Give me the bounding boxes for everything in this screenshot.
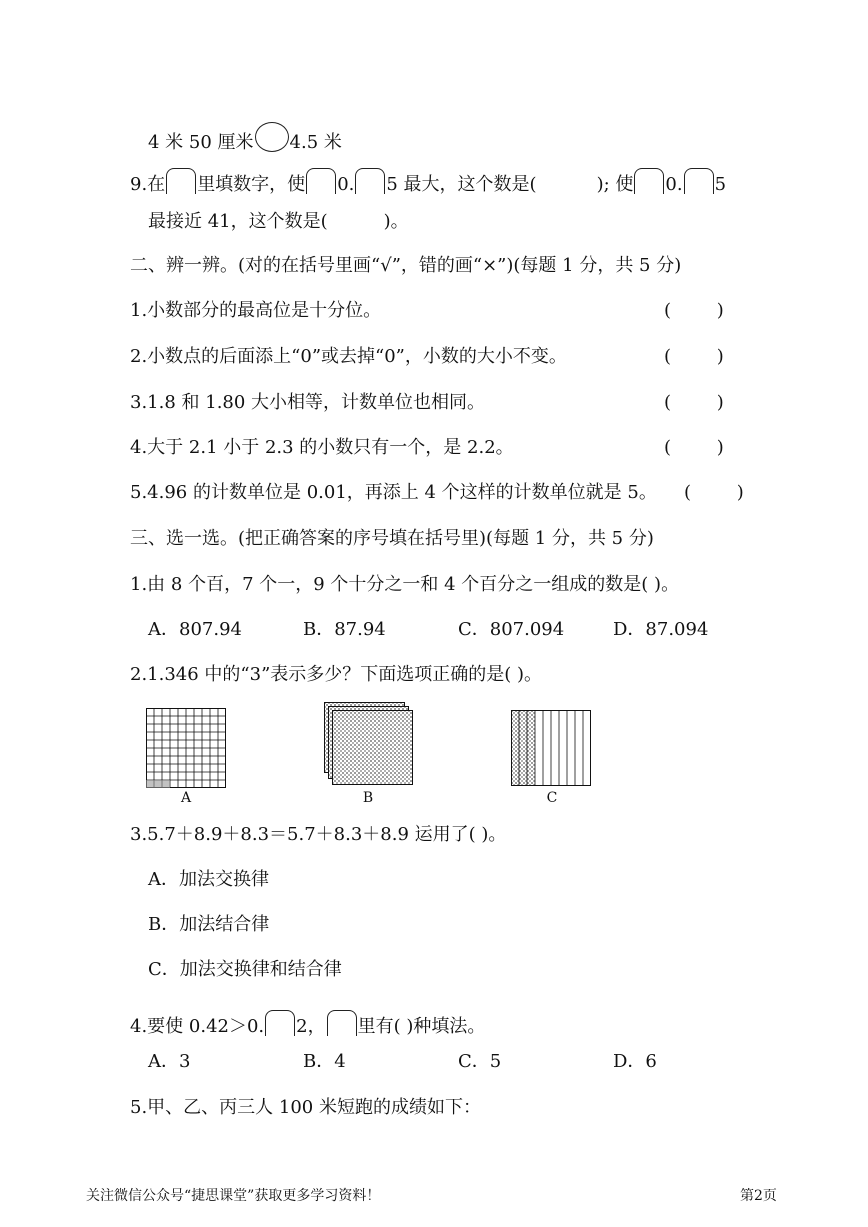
q9-text-2: 里填数字，使 <box>197 174 306 195</box>
answer-box[interactable] <box>306 168 336 194</box>
q4-text-2: 2， <box>296 1016 326 1037</box>
figure-a-label: A <box>180 790 192 806</box>
q8-left-value: 4 米 50 厘米 <box>148 132 254 153</box>
answer-paren-1[interactable]: ( ) <box>664 300 724 321</box>
judge-item-2: 2.小数点的后面添上“0”或去掉“0”，小数的大小不变。 <box>130 346 567 367</box>
q3-option-b[interactable]: B．加法结合律 <box>148 914 270 935</box>
q3-option-c[interactable]: C．加法交换律和结合律 <box>148 959 342 980</box>
q4-option-d[interactable]: D．6 <box>613 1051 657 1072</box>
judge-item-5: 5.4.96 的计数单位是 0.01，再添上 4 个这样的计数单位就是 5。 <box>130 482 657 503</box>
q4-option-c[interactable]: C．5 <box>458 1051 502 1072</box>
page-number: 第2页 <box>740 1188 777 1204</box>
choice-q1: 1.由 8 个百，7 个一，9 个十分之一和 4 个百分之一组成的数是( )。 <box>130 574 680 595</box>
q9-text-1: 9.在 <box>130 174 166 195</box>
answer-paren-2[interactable]: ( ) <box>664 346 724 367</box>
q8-comparison <box>148 122 342 155</box>
q9-text-5: ); 使 <box>596 174 634 195</box>
answer-box[interactable] <box>166 168 196 194</box>
q1-option-a[interactable]: A．807.94 <box>148 619 242 640</box>
section3-heading: 三、选一选。(把正确答案的序号填在括号里)(每题 1 分，共 5 分) <box>130 528 654 549</box>
answer-box[interactable] <box>327 1010 357 1036</box>
answer-box[interactable] <box>684 168 714 194</box>
choice-q4 <box>130 1010 485 1039</box>
q9-text-4: 5 最大，这个数是( <box>386 174 537 195</box>
q9-line2 <box>148 210 409 234</box>
answer-paren-3[interactable]: ( ) <box>664 392 724 413</box>
answer-paren-5[interactable]: ( ) <box>684 482 744 503</box>
q4-option-a[interactable]: A．3 <box>148 1051 191 1072</box>
judge-item-3: 3.1.8 和 1.80 大小相等，计数单位也相同。 <box>130 392 486 413</box>
choice-q5: 5.甲、乙、丙三人 100 米短跑的成绩如下： <box>130 1097 481 1118</box>
q9-line2-text: 最接近 41，这个数是( <box>148 211 328 232</box>
answer-box[interactable] <box>265 1010 295 1036</box>
q1-option-c[interactable]: C．807.094 <box>458 619 565 640</box>
q9-text-7: 5 <box>714 174 727 195</box>
figure-a-grid[interactable] <box>146 708 226 788</box>
answer-paren-4[interactable]: ( ) <box>664 437 724 458</box>
q1-option-b[interactable]: B．87.94 <box>303 619 386 640</box>
q9-text-3: 0. <box>337 174 355 195</box>
q9-line1 <box>130 168 726 197</box>
q4-text-3: 里有( )种填法。 <box>357 1016 486 1037</box>
figure-b-stacked-squares[interactable] <box>322 700 414 786</box>
section2-heading: 二、辨一辨。(对的在括号里画“√”，错的画“×”)(每题 1 分，共 5 分) <box>130 255 682 276</box>
q4-option-b[interactable]: B．4 <box>303 1051 346 1072</box>
footer-promo: 关注微信公众号“捷思课堂”获取更多学习资料！ <box>86 1188 381 1204</box>
q3-option-a[interactable]: A．加法交换律 <box>148 869 269 890</box>
compare-circle[interactable] <box>255 122 289 152</box>
q9-text-6: 0. <box>665 174 683 195</box>
answer-box[interactable] <box>634 168 664 194</box>
judge-item-4: 4.大于 2.1 小于 2.3 的小数只有一个，是 2.2。 <box>130 437 514 458</box>
q9-line2-end: )。 <box>383 211 409 232</box>
q1-option-d[interactable]: D．87.094 <box>613 619 709 640</box>
figure-b-label: B <box>362 790 374 806</box>
choice-q2: 2.1.346 中的“3”表示多少？下面选项正确的是( )。 <box>130 664 543 685</box>
answer-box[interactable] <box>355 168 385 194</box>
choice-q3: 3.5.7＋8.9＋8.3＝5.7＋8.3＋8.9 运用了( )。 <box>130 824 507 845</box>
q8-right-value: 4.5 米 <box>289 132 342 153</box>
figure-c-strips[interactable] <box>511 710 591 786</box>
figure-c-label: C <box>546 790 558 806</box>
q4-text-1: 4.要使 0.42＞0. <box>130 1016 265 1037</box>
judge-item-1: 1.小数部分的最高位是十分位。 <box>130 300 382 321</box>
